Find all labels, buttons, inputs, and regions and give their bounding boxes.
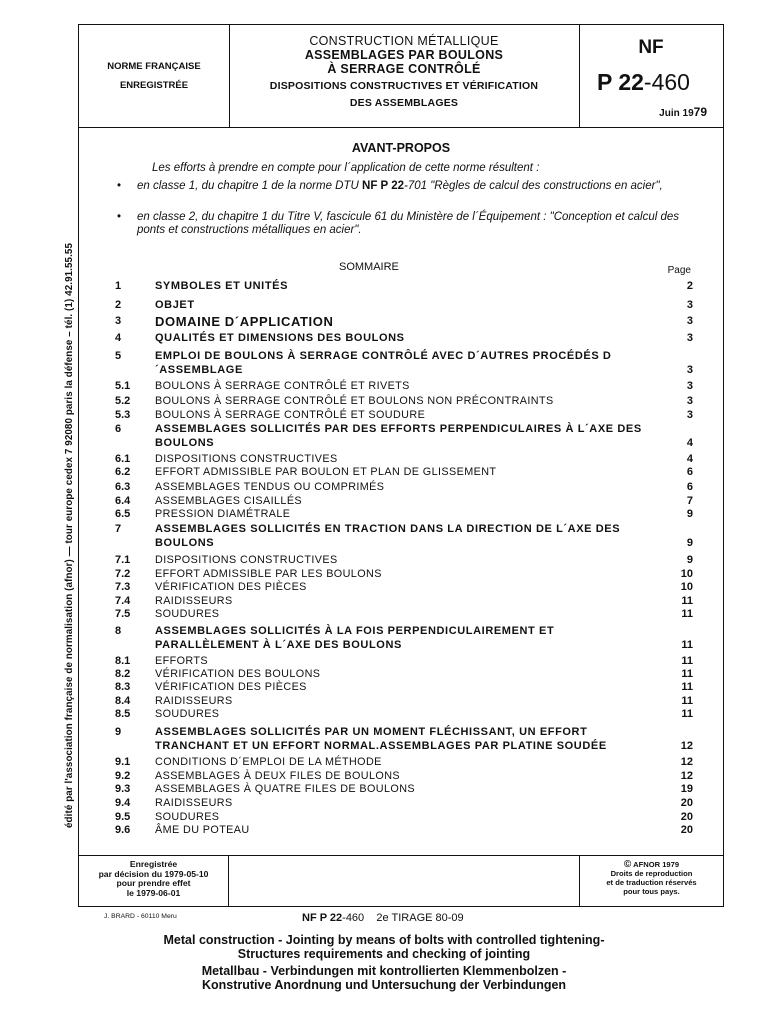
page-column-label: Page bbox=[667, 265, 691, 276]
toc-number: 9.2 bbox=[115, 770, 131, 782]
toc-number: 8 bbox=[115, 625, 122, 637]
registration-cell bbox=[79, 856, 229, 907]
bullet-item-1 bbox=[117, 180, 692, 193]
bullet1-code: NF P 22 bbox=[362, 180, 404, 192]
reference-line bbox=[302, 912, 464, 924]
toc-number: 7.3 bbox=[115, 581, 131, 593]
toc-title: ASSEMBLAGES SOLLICITÉS EN TRACTION DANS LA DIRECTION DE L´AXE DES BOULONS bbox=[155, 523, 621, 549]
toc-title: EMPLOI DE BOULONS À SERRAGE CONTRÔLÉ AVEC D´AUTRES PROCÉDÉS D´ASSEMBLAGE bbox=[155, 350, 612, 376]
toc-title: ASSEMBLAGES À QUATRE FILES DE BOULONS bbox=[155, 783, 415, 795]
toc-title: BOULONS À SERRAGE CONTRÔLÉ ET BOULONS NON PRÉCONTRAINTS bbox=[155, 395, 554, 407]
toc-page: 4 bbox=[686, 453, 693, 465]
copyright-line-1: AFNOR 1979 bbox=[633, 860, 680, 869]
publisher-side-text: édité par l'association française de normalisation (afnor) — tour europe cedex 7 92080 paris la défense – tél. (1) 42.91.55.55 bbox=[64, 242, 75, 828]
toc-page: 11 bbox=[681, 668, 693, 680]
bullet-icon: • bbox=[117, 211, 122, 223]
toc-title: ASSEMBLAGES À DEUX FILES DE BOULONS bbox=[155, 770, 401, 782]
toc-number: 9.4 bbox=[115, 797, 131, 809]
toc-page: 9 bbox=[686, 537, 693, 549]
toc-title: ASSEMBLAGES SOLLICITÉS À LA FOIS PERPENDICULAIREMENT ET PARALLÈLEMENT À L´AXE DES BOULONS bbox=[155, 625, 555, 651]
toc-page: 6 bbox=[686, 466, 693, 478]
toc-number: 9.6 bbox=[115, 824, 131, 836]
toc-page: 3 bbox=[686, 299, 693, 311]
ref-suffix: -460 bbox=[342, 912, 365, 924]
toc-page: 3 bbox=[686, 315, 693, 327]
toc-title: RAIDISSEURS bbox=[155, 797, 233, 809]
toc-number: 7.5 bbox=[115, 608, 131, 620]
header-left-cell bbox=[79, 25, 230, 127]
toc-title: ASSEMBLAGES SOLLICITÉS PAR DES EFFORTS PERPENDICULAIRES À L´AXE DES BOULONS bbox=[155, 423, 642, 449]
toc-page: 3 bbox=[686, 395, 693, 407]
toc-title: DISPOSITIONS CONSTRUCTIVES bbox=[155, 554, 338, 566]
toc-title: BOULONS À SERRAGE CONTRÔLÉ ET SOUDURE bbox=[155, 409, 426, 421]
copyright-cell bbox=[579, 856, 723, 907]
toc-number: 6 bbox=[115, 423, 122, 435]
toc-title: EFFORTS bbox=[155, 655, 208, 667]
sommaire-title: SOMMAIRE bbox=[339, 261, 399, 273]
toc-number: 9.1 bbox=[115, 756, 131, 768]
copyright-line-4: pour tous pays. bbox=[623, 887, 680, 896]
toc-title: RAIDISSEURS bbox=[155, 695, 233, 707]
toc-title: DISPOSITIONS CONSTRUCTIVES bbox=[155, 453, 338, 465]
toc-number: 7 bbox=[115, 523, 122, 535]
toc-page: 9 bbox=[686, 554, 693, 566]
main-title-line2: À SERRAGE CONTRÔLÉ bbox=[327, 62, 481, 76]
toc-page: 11 bbox=[681, 595, 693, 607]
copyright-icon: © bbox=[623, 859, 632, 870]
toc-number: 8.2 bbox=[115, 668, 131, 680]
toc-page: 11 bbox=[681, 681, 693, 693]
toc-number: 8.5 bbox=[115, 708, 131, 720]
tirage-label: 2e TIRAGE 80-09 bbox=[376, 912, 464, 924]
toc-number: 6.4 bbox=[115, 495, 131, 507]
toc-number: 5 bbox=[115, 350, 122, 362]
toc-number: 5.2 bbox=[115, 395, 131, 407]
bullet2-text: en classe 2, du chapitre 1 du Titre V, fascicule 61 du Ministère de l´Équipement : "Conception et calcul des ponts et constructions métalliques en acier". bbox=[137, 211, 680, 236]
copyright-line-2: Droits de reproduction bbox=[610, 869, 693, 878]
header bbox=[79, 25, 723, 128]
main-title-line1: ASSEMBLAGES PAR BOULONS bbox=[304, 48, 504, 62]
toc-number: 8.4 bbox=[115, 695, 131, 707]
document-frame bbox=[78, 24, 724, 907]
toc-title: EFFORT ADMISSIBLE PAR BOULON ET PLAN DE GLISSEMENT bbox=[155, 466, 497, 478]
toc-page: 3 bbox=[686, 380, 693, 392]
toc-title: SYMBOLES ET UNITÉS bbox=[155, 280, 289, 292]
toc-page: 11 bbox=[681, 695, 693, 707]
date-month: Juin 19 bbox=[659, 108, 694, 119]
toc-page: 12 bbox=[680, 770, 693, 782]
toc-number: 9 bbox=[115, 726, 122, 738]
norme-francaise-label: NORME FRANÇAISE bbox=[107, 61, 201, 72]
toc-number: 6.5 bbox=[115, 508, 131, 520]
toc-title: RAIDISSEURS bbox=[155, 595, 233, 607]
toc-title: SOUDURES bbox=[155, 811, 220, 823]
toc-page: 6 bbox=[686, 481, 693, 493]
header-code-cell bbox=[579, 25, 723, 127]
toc-page: 11 bbox=[681, 655, 693, 667]
avant-propos-intro: Les efforts à prendre en compte pour l´application de cette norme résultent : bbox=[152, 162, 540, 174]
toc-number: 1 bbox=[115, 280, 122, 292]
reg-line-1: Enregistrée bbox=[129, 859, 178, 869]
bullet-icon: • bbox=[117, 180, 122, 192]
toc-title: QUALITÉS ET DIMENSIONS DES BOULONS bbox=[155, 332, 405, 344]
german-title-line2: Konstrutive Anordnung und Untersuchung der Verbindungen bbox=[201, 978, 567, 992]
toc-page: 9 bbox=[686, 508, 693, 520]
reg-line-2: par décision du 1979-05-10 bbox=[98, 868, 209, 879]
bullet1-pre: en classe 1, du chapitre 1 de la norme DTU bbox=[137, 180, 363, 192]
toc-title: EFFORT ADMISSIBLE PAR LES BOULONS bbox=[155, 568, 382, 580]
toc-page: 11 bbox=[681, 608, 693, 620]
printer-credit: J. BRARD - 60110 Meru bbox=[104, 913, 177, 920]
german-title-line1: Metallbau - Verbindungen mit kontrollierten Klemmenbolzen - bbox=[201, 964, 567, 978]
toc-page: 11 bbox=[681, 639, 693, 651]
toc-page: 4 bbox=[686, 437, 693, 449]
bullet-item-2 bbox=[117, 211, 692, 237]
toc-number: 9.3 bbox=[115, 783, 131, 795]
avant-propos-title: AVANT-PROPOS bbox=[351, 141, 451, 155]
toc-title: ASSEMBLAGES TENDUS OU COMPRIMÉS bbox=[155, 481, 385, 493]
toc-number: 9.5 bbox=[115, 811, 131, 823]
toc-title: VÉRIFICATION DES PIÈCES bbox=[155, 581, 307, 593]
nf-label: NF bbox=[638, 37, 664, 58]
english-title-line1: Metal construction - Jointing by means of bolts with controlled tightening- bbox=[163, 933, 605, 947]
toc-page: 12 bbox=[680, 740, 693, 752]
toc-page: 7 bbox=[686, 495, 693, 507]
toc-number: 5.1 bbox=[115, 380, 131, 392]
reg-line-4: le 1979-06-01 bbox=[126, 887, 181, 898]
toc-title: ASSEMBLAGES SOLLICITÉS PAR UN MOMENT FLÉCHISSANT, UN EFFORT TRANCHANT ET UN EFFORT NORMAL.ASSEMBLAGES PAR PLATINE SOUDÉE bbox=[155, 726, 607, 752]
bullet1-post: -701 "Règles de calcul des constructions en acier", bbox=[404, 180, 663, 192]
toc-page: 19 bbox=[680, 783, 693, 795]
toc-number: 2 bbox=[115, 299, 122, 311]
toc-title: CONDITIONS D´EMPLOI DE LA MÉTHODE bbox=[155, 756, 382, 768]
toc-number: 7.2 bbox=[115, 568, 131, 580]
ref-code: NF P 22 bbox=[302, 912, 343, 924]
toc-number: 5.3 bbox=[115, 409, 131, 421]
domain-title: CONSTRUCTION MÉTALLIQUE bbox=[309, 34, 499, 48]
toc-number: 3 bbox=[115, 315, 122, 327]
german-title bbox=[0, 964, 768, 992]
toc-page: 2 bbox=[686, 280, 693, 292]
toc-title: DOMAINE D´APPLICATION bbox=[155, 314, 334, 329]
toc-title: SOUDURES bbox=[155, 708, 220, 720]
enregistree-label: ENREGISTRÉE bbox=[119, 80, 189, 91]
toc-page: 20 bbox=[680, 811, 693, 823]
toc-title: BOULONS À SERRAGE CONTRÔLÉ ET RIVETS bbox=[155, 380, 410, 392]
english-title bbox=[0, 933, 768, 961]
footer bbox=[79, 855, 723, 907]
toc-page: 20 bbox=[680, 797, 693, 809]
header-title-cell bbox=[229, 25, 580, 127]
reg-line-3: pour prendre effet bbox=[116, 878, 191, 889]
toc-page: 12 bbox=[680, 756, 693, 768]
norm-code bbox=[597, 69, 690, 96]
toc-number: 4 bbox=[115, 332, 122, 344]
toc-number: 7.1 bbox=[115, 554, 131, 566]
toc-number: 8.3 bbox=[115, 681, 131, 693]
toc-page: 3 bbox=[686, 409, 693, 421]
toc-number: 7.4 bbox=[115, 595, 131, 607]
toc-number: 6.2 bbox=[115, 466, 131, 478]
toc-title: VÉRIFICATION DES BOULONS bbox=[155, 668, 321, 680]
toc-title: ASSEMBLAGES CISAILLÉS bbox=[155, 495, 303, 507]
toc-number: 6.1 bbox=[115, 453, 131, 465]
toc-title: PRESSION DIAMÉTRALE bbox=[155, 508, 291, 520]
toc-page: 3 bbox=[686, 332, 693, 344]
toc-number: 6.3 bbox=[115, 481, 131, 493]
toc-page: 20 bbox=[680, 824, 693, 836]
toc-title: VÉRIFICATION DES PIÈCES bbox=[155, 681, 307, 693]
toc-page: 10 bbox=[680, 568, 693, 580]
subtitle-line1: DISPOSITIONS CONSTRUCTIVES ET VÉRIFICATION bbox=[269, 80, 539, 92]
norm-code-prefix: P 22 bbox=[597, 69, 644, 95]
publication-date bbox=[659, 105, 707, 119]
toc-page: 11 bbox=[681, 708, 693, 720]
toc-page: 3 bbox=[686, 364, 693, 376]
norm-code-suffix: -460 bbox=[643, 69, 690, 95]
toc-title: ÂME DU POTEAU bbox=[155, 824, 250, 836]
date-year: 79 bbox=[693, 105, 707, 119]
english-title-line2: Structures requirements and checking of jointing bbox=[237, 947, 531, 961]
toc-number: 8.1 bbox=[115, 655, 131, 667]
toc-title: OBJET bbox=[155, 299, 195, 311]
subtitle-line2: DES ASSEMBLAGES bbox=[349, 97, 459, 109]
copyright-line-3: et de traduction réservés bbox=[606, 878, 697, 887]
toc-page: 10 bbox=[680, 581, 693, 593]
toc-title: SOUDURES bbox=[155, 608, 220, 620]
